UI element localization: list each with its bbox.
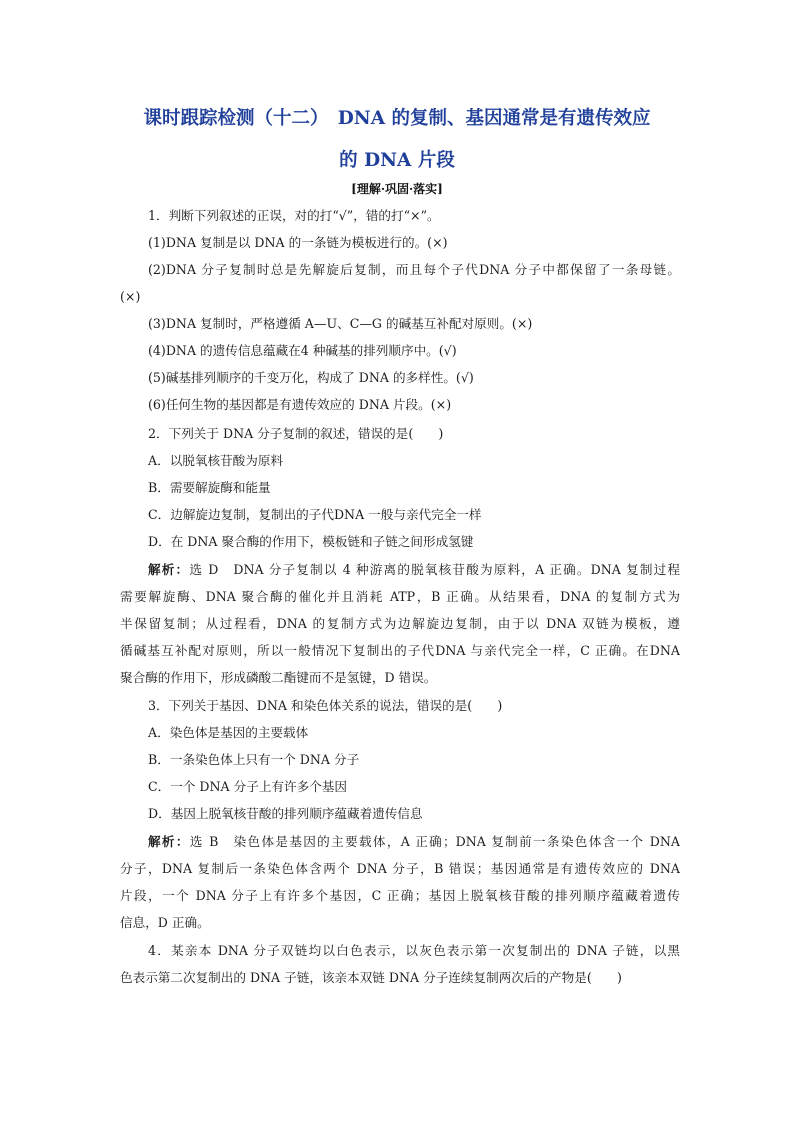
q3-analysis-text-1: 选 B 染色体是基因的主要载体，A 正确；DNA 复制前一条染色体含一个 DNA bbox=[189, 834, 680, 849]
q2-option-c: C．边解旋边复制，复制出的子代DNA 一般与亲代完全一样 bbox=[148, 507, 482, 522]
q3-option-a: A．染色体是基因的主要载体 bbox=[148, 725, 309, 740]
q3-analysis-line-2: 分子，DNA 复制后一条染色体含两个 DNA 分子，B 错误；基因通常是有遗传效应的 DNA bbox=[120, 861, 680, 876]
q3-analysis-line-1 bbox=[148, 834, 680, 850]
q1-item-4: (4)DNA 的遗传信息蕴藏在4 种碱基的排列顺序中。(√) bbox=[148, 343, 457, 358]
page-title-line-1: 课时跟踪检测（十二） DNA 的复制、基因通常是有遗传效应 bbox=[143, 108, 651, 129]
q1-item-1: (1)DNA 复制是以 DNA 的一条链为模板进行的。(×) bbox=[148, 235, 448, 250]
q3-analysis-line-4: 信息，D 正确。 bbox=[120, 915, 210, 930]
q1-item-5: (5)碱基排列顺序的千变万化，构成了 DNA 的多样性。(√) bbox=[148, 370, 474, 385]
q3-option-d: D．基因上脱氧核苷酸的排列顺序蕴藏着遗传信息 bbox=[148, 806, 423, 821]
q2-stem: 2．下列关于 DNA 分子复制的叙述，错误的是( ) bbox=[148, 426, 444, 441]
q3-stem: 3．下列关于基因、DNA 和染色体关系的说法，错误的是( ) bbox=[148, 698, 503, 713]
q1-item-3: (3)DNA 复制时，严格遵循 A—U、C—G 的碱基互补配对原则。(×) bbox=[148, 316, 533, 331]
q1-item-2: (2)DNA 分子复制时总是先解旋后复制，而且每个子代DNA 分子中都保留了一条母链。 bbox=[148, 262, 680, 277]
q2-analysis-line-4: 循碱基互补配对原则，所以一般情况下复制出的子代DNA 与亲代完全一样，C 正确。在DNA bbox=[120, 643, 680, 658]
q2-option-b: B．需要解旋酶和能量 bbox=[148, 480, 271, 495]
q2-option-d: D．在 DNA 聚合酶的作用下，模板链和子链之间形成氢键 bbox=[148, 534, 474, 549]
q3-analysis-line-3: 片段，一个 DNA 分子上有许多个基因，C 正确；基因上脱氧核苷酸的排列顺序蕴藏着遗传 bbox=[120, 888, 680, 903]
page-title-line-2: 的 DNA 片段 bbox=[339, 150, 455, 171]
q4-stem-line-2: 色表示第二次复制出的 DNA 子链，该亲本双链 DNA 分子连续复制两次后的产物是( ) bbox=[120, 970, 622, 985]
q3-option-b: B．一条染色体上只有一个 DNA 分子 bbox=[148, 752, 360, 767]
q1-item-6: (6)任何生物的基因都是有遗传效应的 DNA 片段。(×) bbox=[148, 397, 452, 412]
q2-analysis-line-2: 需要解旋酶、DNA 聚合酶的催化并且消耗 ATP，B 正确。从结果看，DNA 的复制方式为 bbox=[120, 589, 680, 604]
q3-analysis-label: 解析： bbox=[148, 834, 190, 849]
q1-stem: 1．判断下列叙述的正误，对的打“√”，错的打“×”。 bbox=[148, 208, 440, 223]
section-subtitle: [理解·巩固·落实] bbox=[351, 182, 443, 196]
q2-analysis-label: 解析： bbox=[148, 562, 190, 577]
q2-analysis-text-1: 选 D DNA 分子复制以 4 种游离的脱氧核苷酸为原料，A 正确。DNA 复制过程 bbox=[189, 562, 680, 577]
q3-option-c: C．一个 DNA 分子上有许多个基因 bbox=[148, 779, 347, 794]
q2-analysis-line-5: 聚合酶的作用下，形成磷酸二酯键而不是氢键，D 错误。 bbox=[120, 670, 437, 685]
q2-option-a: A．以脱氧核苷酸为原料 bbox=[148, 453, 284, 468]
q2-analysis-line-3: 半保留复制；从过程看，DNA 的复制方式为边解旋边复制，由于以 DNA 双链为模板，遵 bbox=[120, 616, 680, 631]
q1-item-2-cont: (×) bbox=[120, 289, 141, 304]
q2-analysis-line-1 bbox=[148, 562, 680, 578]
q4-stem-line-1: 4．某亲本 DNA 分子双链均以白色表示，以灰色表示第一次复制出的 DNA 子链，以黑 bbox=[148, 943, 680, 958]
